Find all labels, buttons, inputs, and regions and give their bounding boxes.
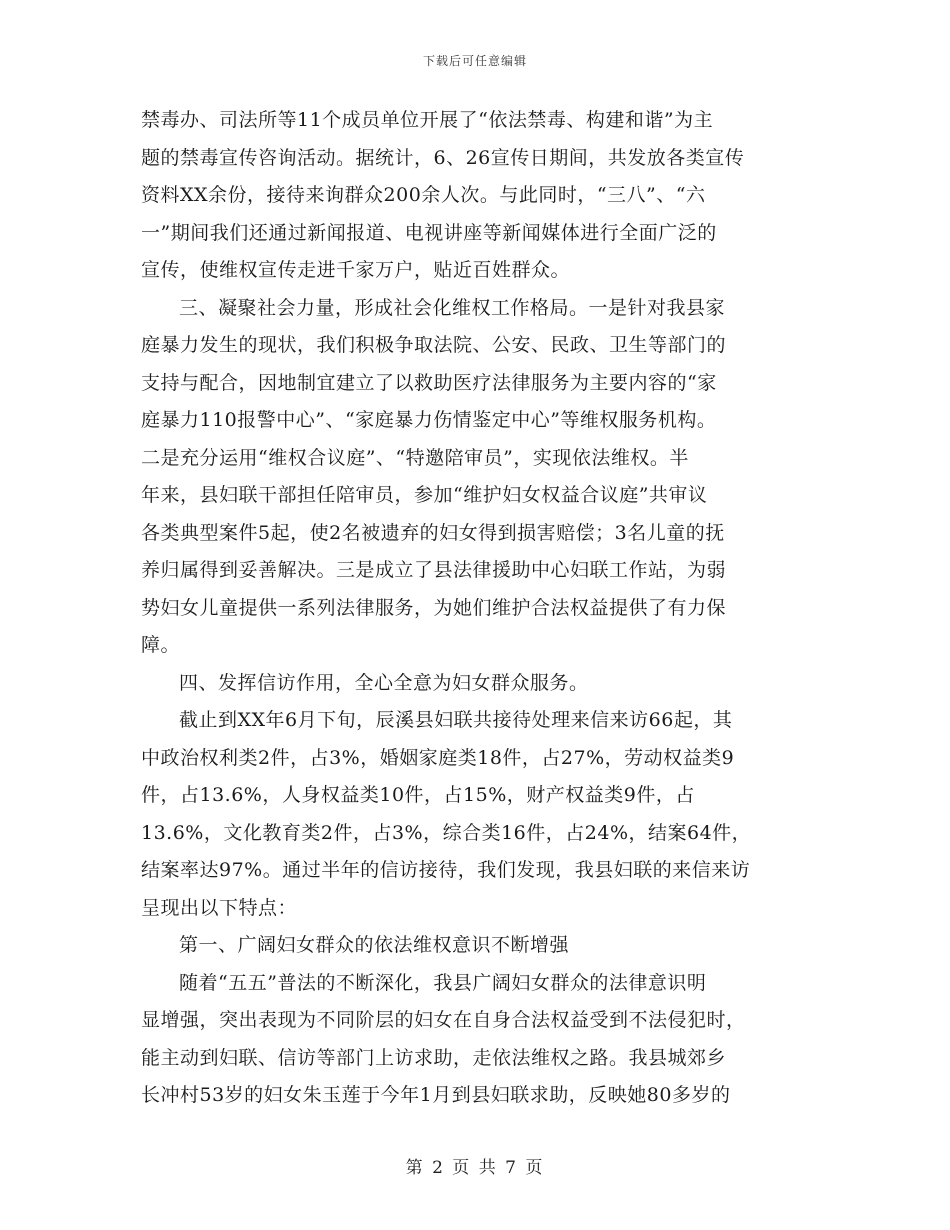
body-text-line: 显增强，突出表现为不同阶层的妇女在自身合法权益受到不法侵犯时， (141, 1009, 746, 1031)
page-header: 下载后可任意编辑 (422, 54, 527, 68)
body-text-line: 第一、广阔妇女群众的依法维权意识不断增强 (179, 934, 570, 956)
body-text-line: 二是充分运用“维权合议庭”、“特邀陪审员”，实现依法维权。半 (141, 446, 689, 469)
body-text-line: 13.6%，文化教育类2件，占3%，综合类16件，占24%，结案64件， (141, 821, 752, 844)
body-text-line: 障。 (141, 634, 181, 656)
body-text-line: 结案率达97%。通过半年的信访接待，我们发现，我县妇联的来信来访 (141, 859, 751, 881)
body-text-line: 禁毒办、司法所等11个成员单位开展了“依法禁毒、构建和谐”为主 (141, 109, 714, 131)
body-text-line: 能主动到妇联、信访等部门上访求助，走依法维权之路。我县城郊乡 (141, 1046, 727, 1069)
body-text-line: 势妇女儿童提供一系列法律服务，为她们维护合法权益提供了有力保 (141, 596, 727, 619)
body-text-line: 年来，县妇联干部担任陪审员，参加“维护妇女权益合议庭”共审议 (141, 484, 708, 506)
body-text-line: 庭暴力发生的现状，我们积极争取法院、公安、民政、卫生等部门的 (141, 334, 727, 356)
body-text-line: 随着“五五”普法的不断深化，我县广阔妇女群众的法律意识明 (179, 971, 707, 994)
body-text-line: 养归属得到妥善解决。三是成立了县法律援助中心妇联工作站，为弱 (141, 559, 727, 581)
body-text-line: 资料XX余份，接待来询群众200余人次。与此同时，“三八”、“六 (141, 184, 706, 206)
page-number-footer: 第 2 页 共 7 页 (405, 1158, 545, 1178)
body-text-line: 题的禁毒宣传咨询活动。据统计，6、26宣传日期间，共发放各类宣传 (141, 146, 745, 169)
body-text-line: 庭暴力110报警中心”、“家庭暴力伤情鉴定中心”等维权服务机构。 (141, 409, 717, 431)
body-text-line: 宣传，使维权宣传走进千家万户，贴近百姓群众。 (141, 259, 571, 281)
body-text-line: 各类典型案件5起，使2名被遗弃的妇女得到损害赔偿；3名儿童的抚 (141, 521, 725, 544)
body-text-line: 三、凝聚社会力量，形成社会化维权工作格局。一是针对我县家 (179, 296, 726, 319)
body-text-line: 四、发挥信访作用，全心全意为妇女群众服务。 (179, 671, 589, 694)
body-text-line: 一”期间我们还通过新闻报道、电视讲座等新闻媒体进行全面广泛的 (141, 221, 717, 244)
body-text-line: 呈现出以下特点： (141, 896, 298, 919)
body-text-line: 件，占13.6%，人身权益类10件，占15%，财产权益类9件，占 (141, 784, 695, 806)
document-body (141, 102, 811, 1115)
body-text-line: 截止到XX年6月下旬，辰溪县妇联共接待处理来信来访66起，其 (179, 709, 733, 731)
body-text-line: 支持与配合，因地制宜建立了以救助医疗法律服务为主要内容的“家 (141, 371, 717, 394)
body-text-line: 中政治权利类2件，占3%，婚姻家庭类18件，占27%，劳动权益类9 (141, 746, 735, 769)
body-text-line: 长冲村53岁的妇女朱玉莲于今年1月到县妇联求助，反映她80多岁的 (141, 1084, 731, 1106)
